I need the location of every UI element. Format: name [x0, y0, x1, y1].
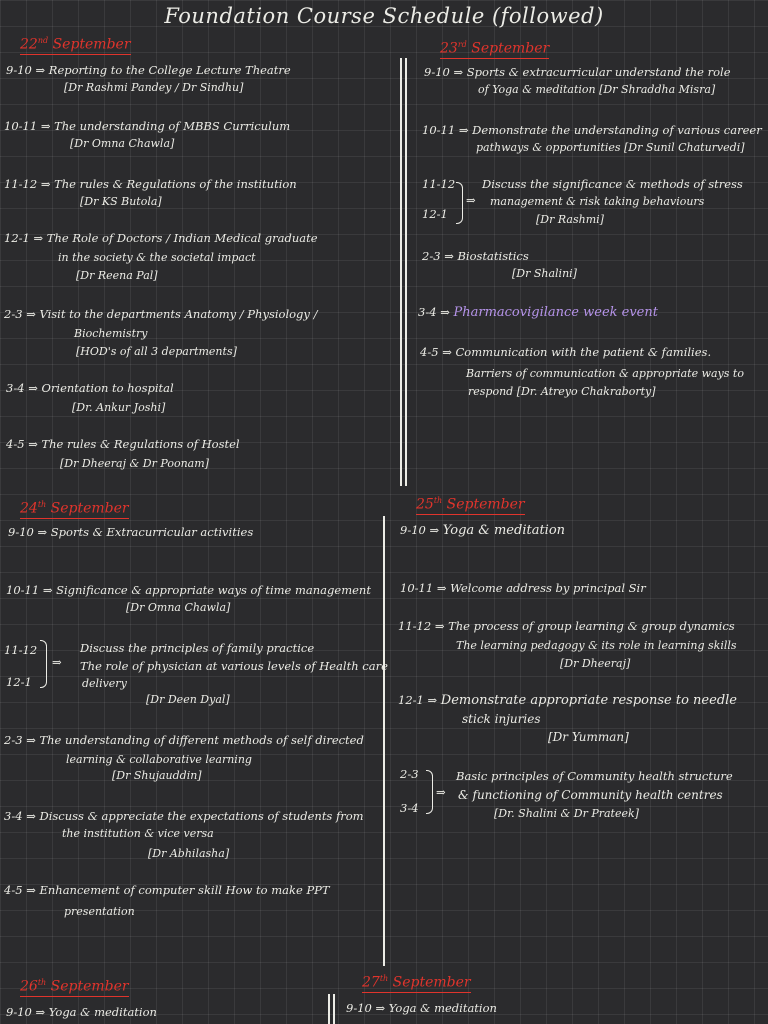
schedule-entry: 2-3 ⇒ Visit to the departments Anatomy / Physiology / [4, 307, 318, 321]
schedule-entry: 9-10 ⇒ Sports & Extracurricular activities [8, 525, 254, 539]
schedule-time: 2-3 [400, 767, 419, 781]
entry-faculty: [Dr Rashmi Pandey / Dr Sindhu] [64, 81, 244, 94]
entry-detail: delivery [82, 677, 127, 690]
schedule-entry: 4-5 ⇒ Communication with the patient & families. [420, 345, 712, 359]
entry-faculty: [Dr Yumman] [548, 730, 629, 744]
entry-faculty: [Dr Omna Chawla] [126, 601, 231, 614]
entry-detail: of Yoga & meditation [Dr Shraddha Misra] [478, 83, 716, 96]
day-header-22: 22nd September [20, 36, 131, 53]
entry-faculty: [HOD's of all 3 departments] [76, 345, 237, 358]
day-header-23: 23rd September [440, 40, 550, 57]
entry-faculty: [Dr. Ankur Joshi] [72, 401, 166, 414]
entry-faculty: [Dr KS Butola] [80, 195, 162, 208]
entry-detail: Biochemistry [74, 327, 148, 340]
schedule-entry: Discuss the principles of family practice [80, 641, 315, 655]
column-divider [383, 516, 385, 966]
entry-detail: The learning pedagogy & its role in learning skills [456, 639, 737, 652]
column-divider [405, 58, 407, 486]
column-divider [328, 994, 330, 1024]
schedule-entry: 9-10 ⇒ Reporting to the College Lecture Theatre [6, 63, 291, 77]
day-header-27: 27th September [362, 974, 471, 991]
entry-faculty: [Dr. Shalini & Dr Prateek] [494, 807, 639, 820]
brace-icon [456, 182, 463, 224]
entry-detail: stick injuries [462, 712, 541, 726]
schedule-entry: 12-1 ⇒ Demonstrate appropriate response to needle [398, 693, 737, 708]
schedule-entry: 3-4 ⇒ Orientation to hospital [6, 381, 174, 395]
entry-faculty: [Dr Shujauddin] [112, 769, 202, 782]
schedule-time: 12-1 [422, 207, 448, 221]
entry-faculty: [Dr Shalini] [512, 267, 577, 280]
arrow-icon: ⇒ [52, 655, 62, 669]
entry-faculty: [Dr Reena Pal] [76, 269, 158, 282]
entry-faculty: [Dr Deen Dyal] [146, 693, 230, 706]
schedule-entry: 4-5 ⇒ Enhancement of computer skill How to make PPT [4, 883, 330, 897]
schedule-time: 11-12 [4, 643, 38, 657]
schedule-entry: 2-3 ⇒ The understanding of different methods of self directed [4, 733, 364, 747]
entry-faculty: [Dr Dheeraj & Dr Poonam] [60, 457, 209, 470]
schedule-entry: 9-10 ⇒ Yoga & meditation [346, 1001, 497, 1015]
entry-detail: pathways & opportunities [Dr Sunil Chaturvedi] [476, 141, 745, 154]
schedule-entry: 4-5 ⇒ The rules & Regulations of Hostel [6, 437, 240, 451]
arrow-icon: ⇒ [466, 193, 476, 207]
schedule-entry: Basic principles of Community health structure [456, 769, 733, 783]
entry-detail: the institution & vice versa [62, 827, 214, 840]
schedule-entry: Discuss the significance & methods of stress [482, 177, 743, 191]
schedule-time: 3-4 [400, 801, 419, 815]
schedule-entry: 10-11 ⇒ Welcome address by principal Sir [400, 581, 646, 595]
schedule-entry: 12-1 ⇒ The Role of Doctors / Indian Medical graduate [4, 231, 318, 245]
page-title: Foundation Course Schedule (followed) [164, 4, 604, 28]
arrow-icon: ⇒ [436, 785, 446, 799]
entry-faculty: [Dr Abhilasha] [148, 847, 230, 860]
schedule-time: 11-12 [422, 177, 456, 191]
entry-detail: & functioning of Community health centres [458, 788, 723, 802]
entry-faculty: [Dr Omna Chawla] [70, 137, 175, 150]
schedule-entry: 9-10 ⇒ Yoga & meditation [6, 1005, 157, 1019]
day-header-24: 24th September [20, 500, 129, 517]
schedule-entry: 10-11 ⇒ Significance & appropriate ways of time management [6, 583, 371, 597]
entry-detail: in the society & the societal impact [58, 251, 256, 264]
schedule-time: 12-1 [6, 675, 32, 689]
schedule-entry: 2-3 ⇒ Biostatistics [422, 249, 529, 263]
entry-detail: learning & collaborative learning [66, 753, 252, 766]
schedule-entry: 10-11 ⇒ The understanding of MBBS Curriculum [4, 119, 291, 133]
entry-faculty: [Dr Rashmi] [536, 213, 604, 226]
brace-icon [426, 770, 433, 814]
schedule-entry: 9-10 ⇒ Yoga & meditation [400, 523, 566, 538]
column-divider [400, 58, 402, 486]
schedule-entry: The role of physician at various levels of Health care [80, 659, 388, 673]
column-divider [333, 994, 335, 1024]
schedule-entry: 9-10 ⇒ Sports & extracurricular understand the role [424, 65, 731, 79]
schedule-entry: 11-12 ⇒ The process of group learning & group dynamics [398, 619, 735, 633]
day-header-26: 26th September [20, 978, 129, 995]
schedule-entry: 3-4 ⇒ Discuss & appreciate the expectations of students from [4, 809, 364, 823]
entry-faculty: respond [Dr. Atreyo Chakraborty] [468, 385, 656, 398]
entry-detail: Barriers of communication & appropriate ways to [466, 367, 744, 380]
schedule-entry: 3-4 ⇒ Pharmacovigilance week event [418, 305, 658, 320]
brace-icon [40, 640, 47, 688]
schedule-entry: 11-12 ⇒ The rules & Regulations of the institution [4, 177, 297, 191]
day-header-25: 25th September [416, 496, 525, 513]
entry-detail: management & risk taking behaviours [490, 195, 705, 208]
schedule-entry: 10-11 ⇒ Demonstrate the understanding of various career [422, 123, 762, 137]
entry-detail: presentation [64, 905, 135, 918]
entry-faculty: [Dr Dheeraj] [560, 657, 631, 670]
